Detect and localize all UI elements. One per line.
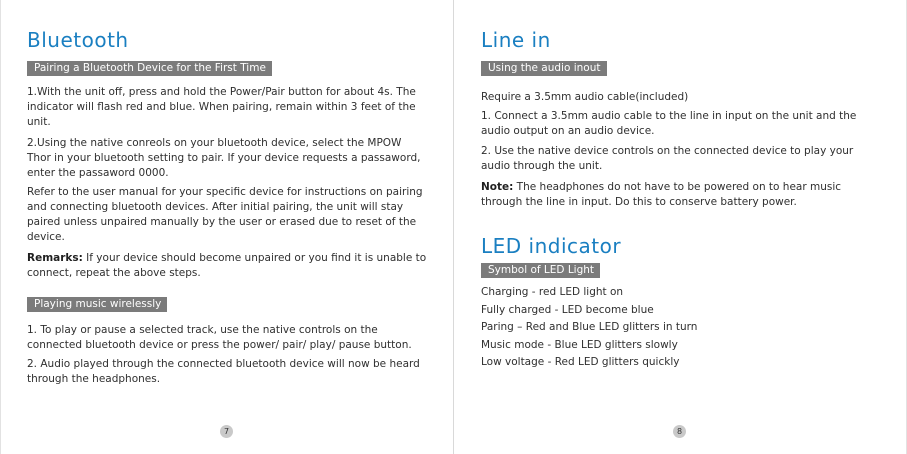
line-in-step-2: 2. Use the native device controls on the connected device to play your audio through the unit. <box>481 145 854 172</box>
bluetooth-heading: Bluetooth <box>27 28 129 52</box>
note-text: The headphones do not have to be powered on to hear music through the line in input. Do this to conserve battery power. <box>481 181 842 208</box>
playing-music-section-label: Playing music wirelessly <box>27 297 167 312</box>
led-item-low-voltage: Low voltage - Red LED glitters quickly <box>481 356 680 368</box>
audio-input-section-label: Using the audio inout <box>481 61 607 76</box>
remarks-text: If your device should become unpaired or you find it is unable to connect, repeat the above steps. <box>27 252 427 279</box>
remarks-label: Remarks: <box>27 252 83 264</box>
playing-step-2: 2. Audio played through the connected bluetooth device will now be heard through the headphones. <box>27 358 420 385</box>
page-number-8: 8 <box>673 425 686 438</box>
led-status-list <box>481 284 697 372</box>
led-item-charging: Charging - red LED light on <box>481 286 624 298</box>
led-item-fully-charged: Fully charged - LED become blue <box>481 303 654 316</box>
note-label: Note: <box>481 181 514 193</box>
cable-requirement-text: Require a 3.5mm audio cable(included) <box>481 91 689 103</box>
led-item-pairing: Paring – Red and Blue LED glitters in turn <box>481 321 698 333</box>
page-number-7: 7 <box>220 425 233 438</box>
left-page <box>0 0 453 454</box>
led-indicator-heading: LED indicator <box>481 234 622 258</box>
right-page <box>454 0 907 454</box>
note-paragraph <box>481 180 881 210</box>
pairing-step-2: 2.Using the native conreols on your bluetooth device, select the MPOW Thor in your bluetooth setting to pair. If your device requests a passaword, enter the passaword 0000. <box>27 137 421 179</box>
line-in-heading: Line in <box>481 28 551 52</box>
led-symbol-section-label: Symbol of LED Light <box>481 263 600 278</box>
line-in-step-1: 1. Connect a 3.5mm audio cable to the line in input on the unit and the audio output on an audio device. <box>481 110 857 137</box>
pairing-section-label: Pairing a Bluetooth Device for the First Time <box>27 61 272 76</box>
pairing-step-1: 1.With the unit off, press and hold the Power/Pair button for about 4s. The indicator will flash red and blue. When pairing, remain within 3 feet of the unit. <box>27 86 416 128</box>
playing-step-1: 1. To play or pause a selected track, use the native controls on the connected bluetooth device or press the power/ pair/ play/ pause button. <box>27 324 412 351</box>
led-item-music-mode: Music mode - Blue LED glitters slowly <box>481 338 678 351</box>
pairing-reference-text: Refer to the user manual for your specific device for instructions on pairing and connecting bluetooth devices. After initial pairing, the unit will stay paired unless unpaired manually by the user or erased due to reset of the device. <box>27 186 423 243</box>
remarks-paragraph <box>27 251 427 281</box>
